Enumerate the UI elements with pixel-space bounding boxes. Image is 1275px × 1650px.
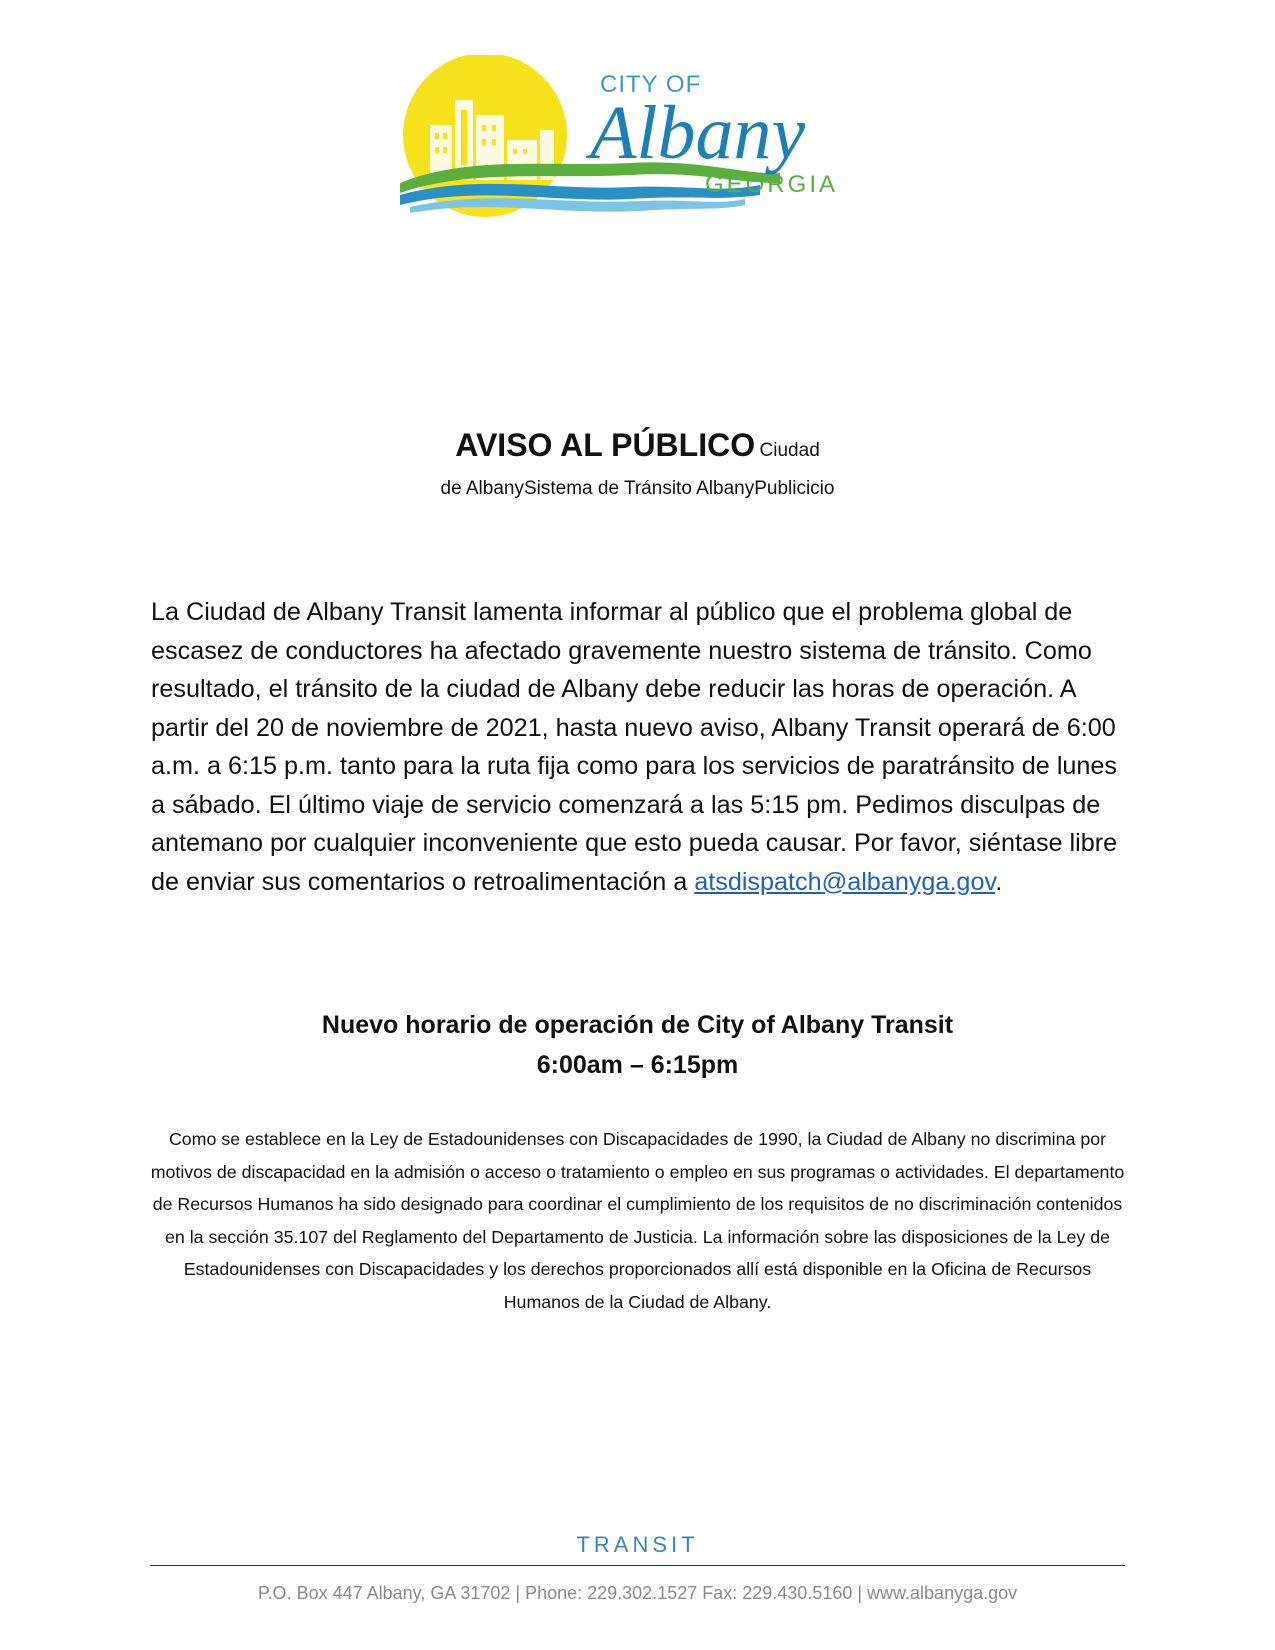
- footer-divider: [150, 1565, 1125, 1566]
- logo-city-of-text: CITY OF: [600, 71, 702, 98]
- email-link[interactable]: atsdispatch@albanyga.gov: [694, 867, 996, 896]
- logo-albany-text: Albany: [590, 91, 806, 175]
- ada-paragraph: Como se establece en la Ley de Estadounidenses con Discapacidades de 1990, la Ciudad de Albany no discrimina por motivos de discapacidad en la admisión o acceso o tratamiento o empleo en sus programas o actividades. El departamento de Recursos Humanos ha sido designado para coordinar el cumplimiento de los requisitos de no discriminación contenidos en la sección 35.107 del Reglamento del Departamento de Justicia. La información sobre las disposiciones de la Ley de Estadounidenses con Discapacidades y los derechos proporcionados allí está disponible en la Oficina de Recursos Humanos de la Ciudad de Albany.: [150, 1129, 1125, 1312]
- logo-georgia-text: GEORGIA: [705, 171, 839, 198]
- notice-subtitle-inline: Ciudad: [759, 440, 820, 461]
- schedule-title: Nuevo horario de operación de City of Albany Transit: [321, 1011, 954, 1039]
- notice-subtitle-line: de AlbanySistema de Tránsito AlbanyPublicicio: [440, 478, 835, 499]
- notice-heading: [150, 427, 1125, 464]
- footer-transit-label: TRANSIT: [576, 1532, 699, 1557]
- footer-address: P.O. Box 447 Albany, GA 31702 | Phone: 229.302.1527 Fax: 229.430.5160 | www.albanyga.gov: [257, 1583, 1018, 1603]
- notice-title: AVISO AL PÚBLICO: [455, 427, 756, 463]
- schedule-hours: 6:00am – 6:15pm: [536, 1051, 739, 1079]
- city-logo: [400, 55, 870, 235]
- main-paragraph: [151, 593, 1131, 901]
- main-paragraph-text: La Ciudad de Albany Transit lamenta informar al público que el problema global de escasez de conductores ha afectado gravemente nuestro sistema de tránsito. Como resultado, el tránsito de la ciudad de Albany debe reducir las horas de operación. A partir del 20 de noviembre de 2021, hasta nuevo aviso, Albany Transit operará de 6:00 a.m. a 6:15 p.m. tanto para la ruta fija como para los servicios de paratránsito de lunes a sábado. El último viaje de servicio comenzará a las 5:15 pm. Pedimos disculpas de antemano por cualquier inconveniente que esto pueda causar. Por favor, siéntase libre de enviar sus comentarios o retroalimentación a: [151, 598, 1118, 896]
- paragraph-period: .: [995, 867, 1003, 896]
